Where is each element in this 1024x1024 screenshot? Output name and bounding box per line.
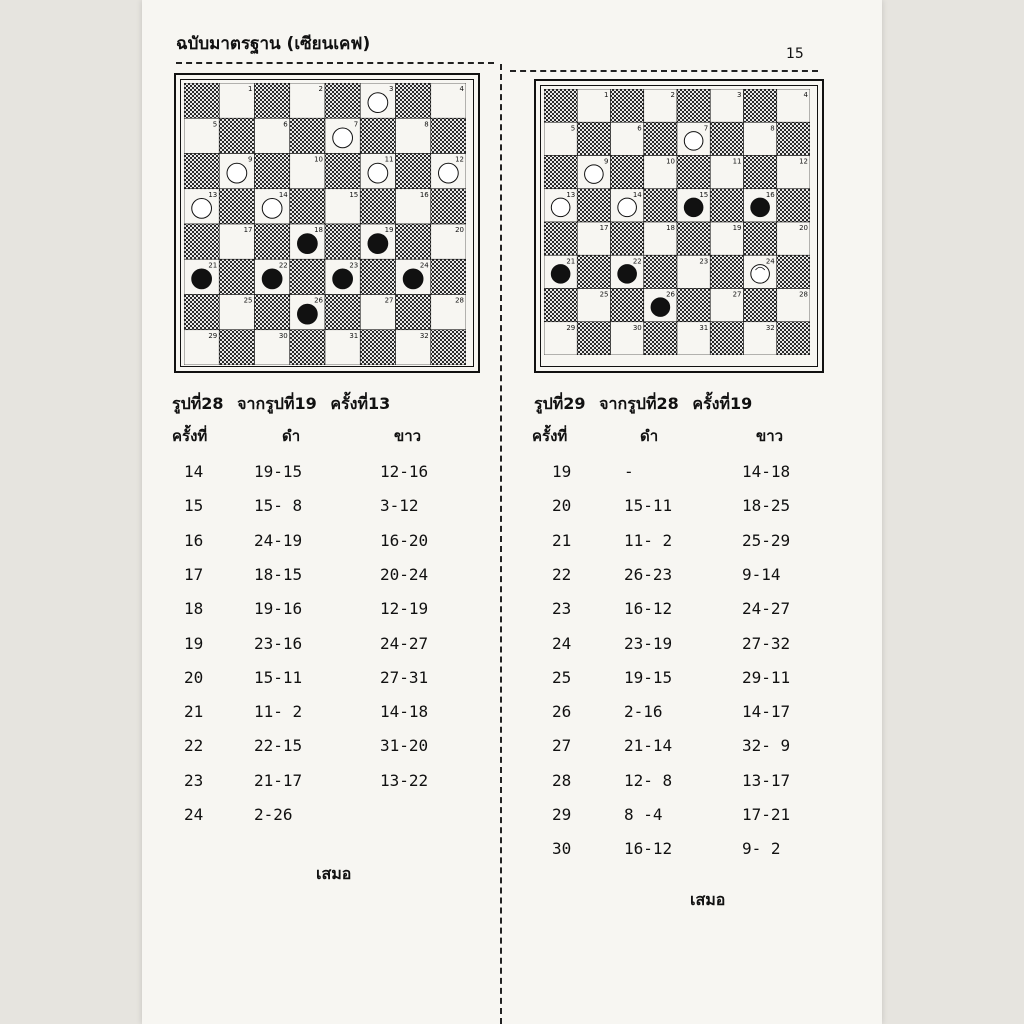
- left-board-frame: [174, 73, 480, 373]
- left-move-turn: 24: [184, 805, 204, 824]
- board-square-dark: [644, 189, 677, 222]
- square-number: 12: [455, 155, 464, 164]
- board-square-dark: [611, 222, 644, 255]
- square-number: 21: [208, 261, 218, 270]
- square-number: 23: [699, 257, 709, 266]
- white-piece: [368, 93, 388, 113]
- square-number: 32: [419, 331, 429, 340]
- square-number: 30: [632, 323, 642, 332]
- board-square-dark: [431, 259, 466, 294]
- left-move-black: 19-15: [254, 462, 303, 481]
- board-square-dark: [360, 330, 395, 365]
- square-number: 24: [765, 257, 775, 266]
- left-move-white: 24-27: [380, 633, 429, 653]
- square-number: 6: [283, 120, 288, 129]
- board-square-dark: [325, 295, 360, 330]
- board-square-dark: [290, 330, 325, 365]
- left-move-black: 15-11: [254, 667, 303, 687]
- square-number: 25: [243, 296, 253, 305]
- square-number: 6: [637, 124, 642, 133]
- right-move-white: 27-32: [742, 633, 791, 653]
- board-square-dark: [744, 289, 777, 322]
- white-piece: [227, 163, 247, 183]
- right-col-black: ดำ: [640, 427, 659, 445]
- right-move-turn: 23: [552, 599, 572, 619]
- square-number: 16: [765, 190, 775, 199]
- right-caption: [534, 392, 752, 417]
- right-caption-from: จากรูปที่28: [599, 394, 679, 413]
- board-square-dark: [744, 222, 777, 255]
- black-piece: [618, 265, 637, 284]
- square-number: 13: [566, 190, 576, 199]
- right-move-turn: 26: [552, 702, 572, 722]
- board-square-dark: [184, 224, 219, 259]
- right-checkers-board: [544, 89, 810, 355]
- square-number: 2: [318, 85, 323, 93]
- black-piece: [298, 304, 318, 324]
- board-square-dark: [290, 118, 325, 153]
- left-move-turn: 19: [184, 633, 204, 653]
- white-piece: [333, 128, 353, 148]
- right-move-turn: 22: [552, 564, 572, 584]
- white-piece: [439, 163, 459, 183]
- board-square-dark: [219, 189, 254, 224]
- right-move-black: -: [624, 462, 634, 481]
- right-move-white: 18-25: [742, 496, 791, 516]
- board-square-dark: [710, 322, 743, 355]
- right-move-white: 17-21: [742, 805, 791, 824]
- right-caption-figure: รูปที่29: [534, 394, 586, 413]
- board-square-dark: [710, 255, 743, 288]
- board-square-dark: [255, 295, 290, 330]
- left-board-svg: [184, 83, 466, 365]
- board-square-dark: [544, 289, 577, 322]
- board-square-dark: [677, 289, 710, 322]
- square-number: 26: [314, 296, 323, 305]
- board-square-dark: [219, 118, 254, 153]
- square-number: 5: [212, 120, 218, 129]
- black-piece: [192, 269, 212, 289]
- left-move-turn: 14: [184, 462, 204, 481]
- left-move-turn: 21: [184, 702, 204, 722]
- left-move-turn: 22: [184, 736, 204, 756]
- right-move-black: 23-19: [624, 633, 673, 653]
- left-caption-turn: ครั้งที่13: [330, 394, 391, 413]
- black-piece: [551, 265, 570, 284]
- left-move-black: 18-15: [254, 564, 303, 584]
- square-number: 4: [803, 91, 808, 99]
- board-square-dark: [360, 259, 395, 294]
- square-number: 28: [455, 296, 464, 305]
- square-number: 23: [349, 261, 359, 270]
- right-move-black: 2-16: [624, 702, 663, 722]
- board-square-dark: [744, 156, 777, 189]
- square-number: 17: [243, 226, 253, 234]
- square-number: 28: [799, 290, 808, 299]
- square-number: 25: [599, 290, 609, 299]
- right-move-black: 19-15: [624, 667, 673, 687]
- right-move-white: 29-11: [742, 667, 791, 687]
- square-number: 15: [349, 190, 359, 199]
- square-number: 30: [278, 331, 288, 340]
- board-square-dark: [184, 83, 219, 118]
- column-divider: [500, 64, 502, 1024]
- right-move-white: 14-18: [742, 462, 791, 481]
- board-square-dark: [290, 189, 325, 224]
- square-number: 21: [566, 257, 576, 266]
- board-square-dark: [677, 222, 710, 255]
- left-move-white: 3-12: [380, 496, 419, 516]
- left-move-black: 15- 8: [254, 496, 303, 516]
- right-move-turn: 28: [552, 770, 572, 790]
- board-square-dark: [396, 295, 431, 330]
- top-dashed-rule-right: [510, 70, 818, 72]
- left-move-turn: 17: [184, 564, 204, 584]
- square-number: 14: [278, 190, 288, 199]
- board-square-dark: [577, 189, 610, 222]
- square-number: 27: [384, 296, 394, 305]
- left-move-white: 12-16: [380, 462, 429, 481]
- square-number: 18: [666, 224, 675, 232]
- right-move-turn: 29: [552, 805, 572, 824]
- right-move-white: 25-29: [742, 530, 791, 550]
- square-number: 3: [737, 91, 742, 99]
- board-square-dark: [644, 322, 677, 355]
- square-number: 9: [248, 155, 253, 164]
- square-number: 8: [424, 120, 429, 129]
- left-move-white: 13-22: [380, 770, 429, 790]
- left-move-black: 22-15: [254, 736, 303, 756]
- board-square-dark: [290, 259, 325, 294]
- left-caption-from: จากรูปที่19: [237, 394, 317, 413]
- right-move-black: 8 -4: [624, 805, 663, 824]
- square-number: 22: [278, 261, 288, 270]
- right-move-turn: 24: [552, 633, 572, 653]
- square-number: 20: [455, 226, 464, 234]
- board-square-dark: [710, 189, 743, 222]
- board-square-dark: [544, 156, 577, 189]
- running-header-title: ฉบับมาตรฐาน (เซียนเคฟ): [176, 34, 371, 54]
- board-square-dark: [325, 83, 360, 118]
- white-piece: [262, 199, 282, 219]
- square-number: 2: [670, 91, 675, 99]
- right-move-white: 13-17: [742, 770, 791, 790]
- board-square-dark: [431, 330, 466, 365]
- white-piece: [585, 165, 604, 184]
- board-square-dark: [577, 122, 610, 155]
- left-move-turn: 20: [184, 667, 204, 687]
- left-move-black: 21-17: [254, 770, 303, 790]
- square-number: 1: [248, 85, 253, 93]
- board-square-dark: [396, 83, 431, 118]
- board-square-dark: [184, 295, 219, 330]
- left-caption-figure: รูปที่28: [172, 394, 224, 413]
- square-number: 11: [732, 157, 742, 166]
- board-square-dark: [325, 224, 360, 259]
- right-move-turn: 25: [552, 667, 572, 687]
- left-move-white: 12-19: [380, 599, 429, 619]
- square-number: 17: [599, 224, 609, 232]
- board-square-dark: [611, 289, 644, 322]
- white-piece: [551, 198, 570, 217]
- square-number: 19: [732, 224, 742, 232]
- square-number: 22: [632, 257, 642, 266]
- right-move-black: 16-12: [624, 839, 673, 859]
- left-col-white: ขาว: [394, 427, 422, 445]
- board-square-dark: [644, 122, 677, 155]
- board-square-dark: [255, 83, 290, 118]
- board-square-dark: [611, 156, 644, 189]
- square-number: 26: [666, 290, 675, 299]
- square-number: 20: [799, 224, 808, 232]
- square-number: 10: [666, 157, 675, 166]
- right-move-turn: 20: [552, 496, 572, 516]
- right-move-turn: 21: [552, 530, 572, 550]
- right-caption-turn: ครั้งที่19: [692, 394, 753, 413]
- right-move-white: 9-14: [742, 564, 781, 584]
- left-move-turn: 16: [184, 530, 204, 550]
- left-move-black: 2-26: [254, 805, 293, 824]
- square-number: 19: [384, 226, 394, 234]
- board-square-dark: [255, 224, 290, 259]
- square-number: 18: [314, 226, 323, 234]
- board-square-dark: [219, 330, 254, 365]
- left-move-black: 19-16: [254, 599, 303, 619]
- board-square-dark: [360, 118, 395, 153]
- board-square-dark: [744, 89, 777, 122]
- board-square-dark: [431, 118, 466, 153]
- left-move-black: 24-19: [254, 530, 303, 550]
- board-square-dark: [777, 122, 810, 155]
- black-piece: [751, 198, 770, 217]
- right-move-black: 12- 8: [624, 770, 673, 790]
- square-number: 31: [699, 323, 709, 332]
- square-number: 29: [566, 323, 576, 332]
- board-square-dark: [777, 322, 810, 355]
- right-move-white: 24-27: [742, 599, 791, 619]
- left-move-white: 16-20: [380, 530, 429, 550]
- board-square-dark: [577, 322, 610, 355]
- left-move-black: 11- 2: [254, 702, 303, 722]
- right-col-turn: ครั้งที่: [532, 427, 568, 445]
- right-result: เสมอ: [690, 890, 726, 909]
- square-number: 8: [770, 124, 775, 133]
- left-move-white: 14-18: [380, 702, 429, 722]
- board-square-dark: [325, 154, 360, 189]
- square-number: 15: [699, 190, 709, 199]
- board-square-dark: [255, 154, 290, 189]
- square-number: 27: [732, 290, 742, 299]
- board-square-dark: [431, 189, 466, 224]
- left-move-turn: 15: [184, 496, 204, 516]
- square-number: 24: [419, 261, 429, 270]
- left-move-black: 23-16: [254, 633, 303, 653]
- black-piece: [684, 198, 703, 217]
- right-move-black: 16-12: [624, 599, 673, 619]
- black-piece: [333, 269, 353, 289]
- board-square-dark: [184, 154, 219, 189]
- board-square-dark: [577, 255, 610, 288]
- black-piece: [368, 234, 388, 254]
- square-number: 7: [353, 120, 359, 129]
- board-square-dark: [644, 255, 677, 288]
- right-move-turn: 19: [552, 462, 572, 481]
- right-move-white: 14-17: [742, 702, 791, 722]
- white-piece: [618, 198, 637, 217]
- right-move-white: 32- 9: [742, 736, 791, 756]
- page-number: 15: [786, 46, 804, 62]
- board-square-dark: [360, 189, 395, 224]
- left-result: เสมอ: [316, 864, 352, 883]
- board-square-dark: [544, 222, 577, 255]
- board-square-dark: [677, 156, 710, 189]
- black-piece: [651, 298, 670, 317]
- left-checkers-board: [184, 83, 466, 365]
- black-piece: [403, 269, 423, 289]
- right-move-black: 15-11: [624, 496, 673, 516]
- left-move-white: 31-20: [380, 736, 429, 756]
- top-dashed-rule-left: [176, 62, 494, 64]
- square-number: 14: [632, 190, 642, 199]
- square-number: 31: [349, 331, 359, 340]
- square-number: 9: [604, 157, 609, 166]
- square-number: 7: [703, 124, 709, 133]
- left-col-turn: ครั้งที่: [172, 427, 208, 445]
- board-square-dark: [544, 89, 577, 122]
- right-board-svg: [544, 89, 810, 355]
- left-move-turn: 18: [184, 599, 204, 619]
- black-piece: [298, 234, 318, 254]
- right-col-white: ขาว: [756, 427, 784, 445]
- board-square-dark: [710, 122, 743, 155]
- left-col-black: ดำ: [282, 427, 301, 445]
- board-square-dark: [219, 259, 254, 294]
- square-number: 5: [570, 124, 576, 133]
- square-number: 4: [459, 85, 464, 93]
- board-square-dark: [396, 154, 431, 189]
- left-move-turn: 23: [184, 770, 204, 790]
- board-square-dark: [677, 89, 710, 122]
- square-number: 12: [799, 157, 808, 166]
- white-piece: [192, 199, 212, 219]
- left-move-white: 27-31: [380, 667, 429, 687]
- right-move-white: 9- 2: [742, 839, 781, 859]
- right-move-black: 21-14: [624, 736, 673, 756]
- square-number: 1: [604, 91, 609, 99]
- square-number: 3: [389, 85, 394, 93]
- square-number: 16: [419, 190, 429, 199]
- square-number: 10: [314, 155, 323, 164]
- board-square-dark: [777, 189, 810, 222]
- square-number: 13: [208, 190, 218, 199]
- board-square-dark: [777, 255, 810, 288]
- white-piece: [684, 132, 703, 151]
- black-piece: [262, 269, 282, 289]
- white-piece: [368, 163, 388, 183]
- board-square-dark: [396, 224, 431, 259]
- board-square-dark: [611, 89, 644, 122]
- right-board-frame: [534, 79, 824, 373]
- left-move-white: 20-24: [380, 564, 429, 584]
- right-move-turn: 30: [552, 839, 572, 859]
- square-number: 29: [208, 331, 218, 340]
- square-number: 32: [765, 323, 775, 332]
- right-move-turn: 27: [552, 736, 572, 756]
- right-move-black: 11- 2: [624, 530, 673, 550]
- square-number: 11: [384, 155, 394, 164]
- left-caption: [172, 392, 390, 417]
- right-move-black: 26-23: [624, 564, 673, 584]
